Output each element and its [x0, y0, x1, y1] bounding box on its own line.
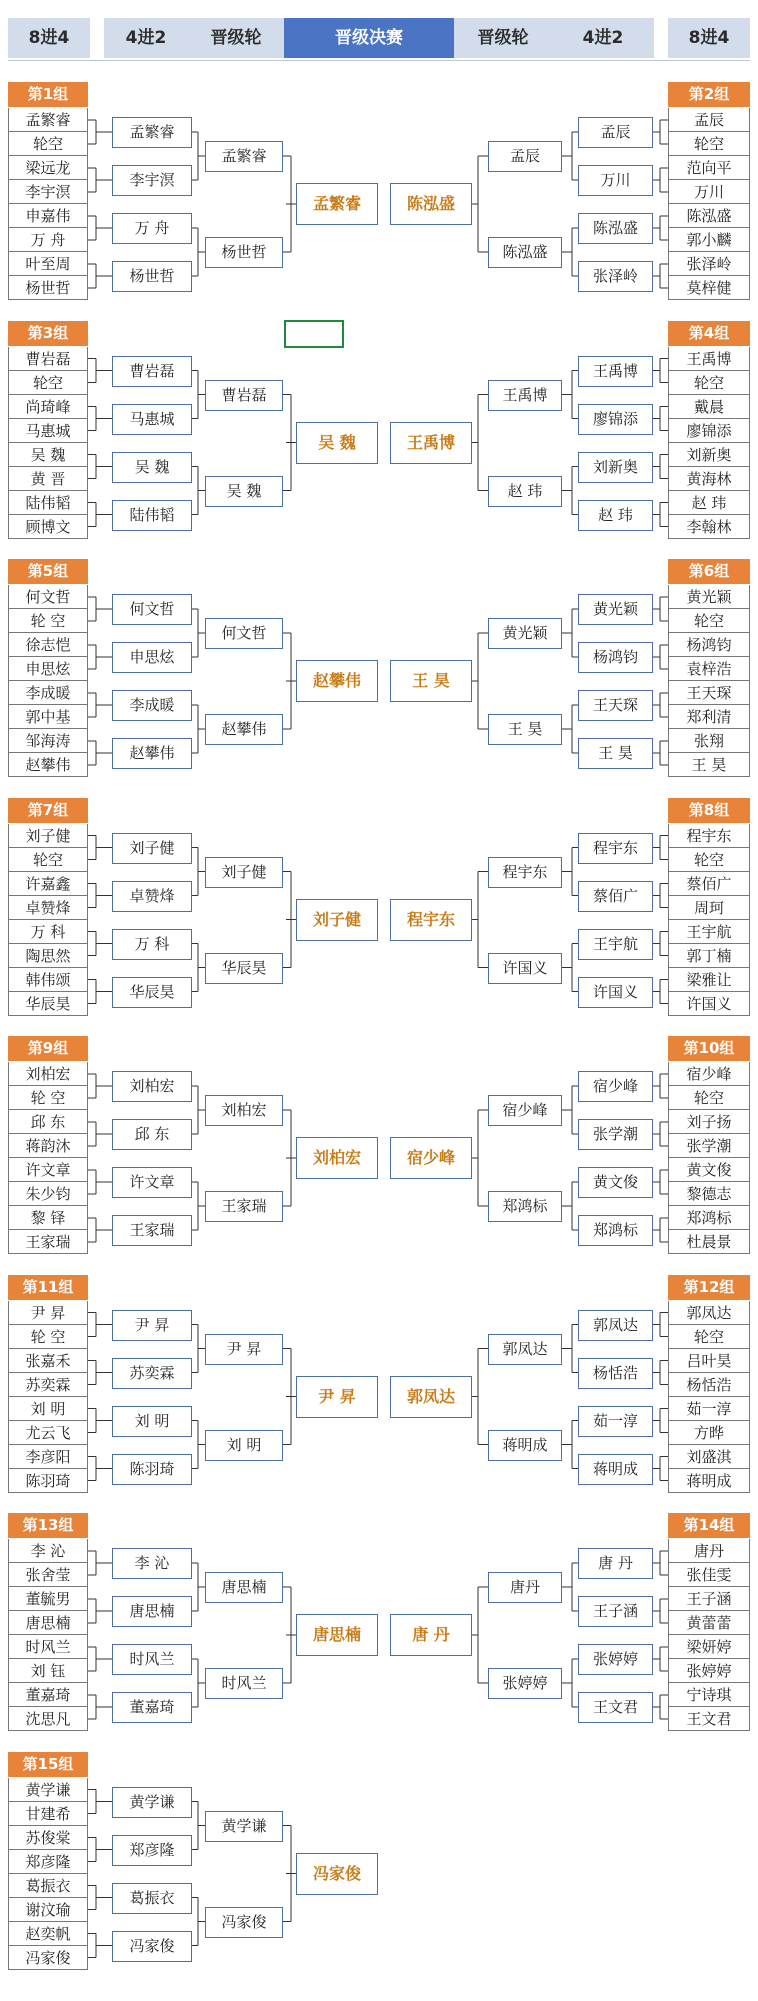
player-cell[interactable]: 黄文俊	[668, 1158, 750, 1182]
finalist-box[interactable]: 程宇东	[390, 899, 472, 941]
round2-winner[interactable]: 陈泓盛	[488, 237, 562, 268]
player-cell[interactable]: 戴晨	[668, 395, 750, 419]
player-cell[interactable]: 华辰昊	[8, 992, 88, 1016]
player-cell[interactable]: 郭小麟	[668, 228, 750, 252]
round1-winner[interactable]: 张泽岭	[578, 261, 653, 292]
round1-winner[interactable]: 黄学谦	[112, 1787, 192, 1818]
round1-winner[interactable]: 葛振衣	[112, 1883, 192, 1914]
round1-winner[interactable]: 郭凤达	[578, 1310, 653, 1341]
round1-winner[interactable]: 王 昊	[578, 738, 653, 769]
group-header: 第12组	[668, 1275, 750, 1300]
player-cell[interactable]: 曹岩磊	[8, 347, 88, 371]
round2-winner[interactable]: 杨世哲	[205, 237, 283, 268]
finalist-box[interactable]: 唐思楠	[296, 1614, 378, 1656]
group-header: 第3组	[8, 321, 88, 346]
player-cell[interactable]: 杨世哲	[8, 276, 88, 300]
player-cell[interactable]: 卓赞烽	[8, 896, 88, 920]
round1-winner[interactable]: 赵攀伟	[112, 738, 192, 769]
player-cell[interactable]: 范向平	[668, 156, 750, 180]
round1-winner[interactable]: 曹岩磊	[112, 356, 192, 387]
player-cell[interactable]: 赵 玮	[668, 491, 750, 515]
player-cell[interactable]: 孟繁睿	[8, 108, 88, 132]
player-cell[interactable]: 唐思楠	[8, 1611, 88, 1635]
group-header: 第7组	[8, 798, 88, 823]
round2-winner[interactable]: 蒋明成	[488, 1430, 562, 1461]
player-cell[interactable]: 万 舟	[8, 228, 88, 252]
player-cell[interactable]: 张佳雯	[668, 1563, 750, 1587]
player-cell[interactable]: 刘柏宏	[8, 1062, 88, 1086]
player-cell[interactable]: 黄蕾蕾	[668, 1611, 750, 1635]
round2-winner[interactable]: 华辰昊	[205, 953, 283, 984]
header-final: 晋级决赛	[284, 18, 454, 58]
player-cell[interactable]: 尹 昇	[8, 1301, 88, 1325]
round2-winner[interactable]: 何文哲	[205, 618, 283, 649]
player-cell[interactable]: 郭凤达	[668, 1301, 750, 1325]
round1-winner[interactable]: 苏奕霖	[112, 1358, 192, 1389]
player-cell[interactable]: 葛振衣	[8, 1874, 88, 1898]
player-cell[interactable]: 蒋明成	[668, 1469, 750, 1493]
player-cell[interactable]: 刘新奥	[668, 443, 750, 467]
round1-winner[interactable]: 何文哲	[112, 594, 192, 625]
group-header: 第13组	[8, 1513, 88, 1538]
finalist-box[interactable]: 吴 魏	[296, 422, 378, 464]
player-cell[interactable]: 黄学谦	[8, 1778, 88, 1802]
header-r16-left: 8进4	[8, 18, 90, 58]
round2-winner[interactable]: 刘柏宏	[205, 1095, 283, 1126]
player-cell[interactable]: 冯家俊	[8, 1946, 88, 1970]
round1-winner[interactable]: 程宇东	[578, 833, 653, 864]
player-cell[interactable]: 茹一淳	[668, 1397, 750, 1421]
group-header: 第4组	[668, 321, 750, 346]
round2-winner[interactable]: 赵 玮	[488, 476, 562, 507]
round1-winner[interactable]: 李 沁	[112, 1548, 192, 1579]
player-cell[interactable]: 刘 钰	[8, 1659, 88, 1683]
round2-winner[interactable]: 时风兰	[205, 1668, 283, 1699]
round2-winner[interactable]: 黄学谦	[205, 1811, 283, 1842]
player-cell[interactable]: 宿少峰	[668, 1062, 750, 1086]
player-cell[interactable]: 何文哲	[8, 585, 88, 609]
player-cell[interactable]: 轮空	[668, 609, 750, 633]
player-cell[interactable]: 刘盛淇	[668, 1445, 750, 1469]
player-cell[interactable]: 黎 铎	[8, 1206, 88, 1230]
round2-winner[interactable]: 王 昊	[488, 714, 562, 745]
player-cell[interactable]: 时风兰	[8, 1635, 88, 1659]
finalist-box[interactable]: 冯家俊	[296, 1853, 378, 1895]
round2-winner[interactable]: 刘 明	[205, 1430, 283, 1461]
header-promo-left: 晋级轮	[188, 18, 284, 58]
round2-winner[interactable]: 刘子健	[205, 857, 283, 888]
group-header: 第8组	[668, 798, 750, 823]
round1-winner[interactable]: 陈泓盛	[578, 213, 653, 244]
player-cell[interactable]: 梁雅让	[668, 968, 750, 992]
round1-winner[interactable]: 陆伟韬	[112, 500, 192, 531]
header-divider	[8, 60, 750, 61]
player-cell[interactable]: 王禹博	[668, 347, 750, 371]
player-cell[interactable]: 梁妍婷	[668, 1635, 750, 1659]
round2-winner[interactable]: 张婷婷	[488, 1668, 562, 1699]
round1-winner[interactable]: 王文君	[578, 1692, 653, 1723]
player-cell[interactable]: 唐丹	[668, 1539, 750, 1563]
player-cell[interactable]: 郑利清	[668, 705, 750, 729]
round1-winner[interactable]: 董嘉琦	[112, 1692, 192, 1723]
player-cell[interactable]: 许国义	[668, 992, 750, 1016]
player-cell[interactable]: 陶思然	[8, 944, 88, 968]
header-qf-right: 4进2	[552, 18, 654, 58]
player-cell[interactable]: 李彦阳	[8, 1445, 88, 1469]
player-cell[interactable]: 邱 东	[8, 1110, 88, 1134]
player-cell[interactable]: 赵奕帆	[8, 1922, 88, 1946]
round1-winner[interactable]: 黄光颖	[578, 594, 653, 625]
player-cell[interactable]: 陈泓盛	[668, 204, 750, 228]
round1-winner[interactable]: 王宇航	[578, 929, 653, 960]
round1-winner[interactable]: 冯家俊	[112, 1931, 192, 1962]
round2-winner[interactable]: 吴 魏	[205, 476, 283, 507]
player-cell[interactable]: 尚琦峰	[8, 395, 88, 419]
player-cell[interactable]: 赵攀伟	[8, 753, 88, 777]
round1-winner[interactable]: 杨鸿钧	[578, 642, 653, 673]
round2-winner[interactable]: 宿少峰	[488, 1095, 562, 1126]
round2-winner[interactable]: 程宇东	[488, 857, 562, 888]
player-cell[interactable]: 张学潮	[668, 1134, 750, 1158]
player-cell[interactable]: 轮空	[668, 1086, 750, 1110]
player-cell[interactable]: 王 昊	[668, 753, 750, 777]
player-cell[interactable]: 沈思凡	[8, 1707, 88, 1731]
player-cell[interactable]: 张嘉禾	[8, 1349, 88, 1373]
round2-winner[interactable]: 孟繁睿	[205, 141, 283, 172]
round1-winner[interactable]: 王禹博	[578, 356, 653, 387]
round1-winner[interactable]: 刘 明	[112, 1406, 192, 1437]
player-cell[interactable]: 董毓男	[8, 1587, 88, 1611]
player-cell[interactable]: 申嘉伟	[8, 204, 88, 228]
player-cell[interactable]: 许嘉鑫	[8, 872, 88, 896]
round1-winner[interactable]: 蒋明成	[578, 1454, 653, 1485]
group-header: 第11组	[8, 1275, 88, 1300]
player-cell[interactable]: 蒋韵沐	[8, 1134, 88, 1158]
player-cell[interactable]: 万川	[668, 180, 750, 204]
player-cell[interactable]: 黄 晋	[8, 467, 88, 491]
player-cell[interactable]: 廖锦添	[668, 419, 750, 443]
round1-winner[interactable]: 刘子健	[112, 833, 192, 864]
finalist-box[interactable]: 唐 丹	[390, 1614, 472, 1656]
round1-winner[interactable]: 赵 玮	[578, 500, 653, 531]
player-cell[interactable]: 张舍莹	[8, 1563, 88, 1587]
round1-winner[interactable]: 卓赞烽	[112, 881, 192, 912]
round1-winner[interactable]: 时风兰	[112, 1644, 192, 1675]
round1-winner[interactable]: 杨世哲	[112, 261, 192, 292]
player-cell[interactable]: 宁诗琪	[668, 1683, 750, 1707]
round1-winner[interactable]: 华辰昊	[112, 977, 192, 1008]
player-cell[interactable]: 马惠城	[8, 419, 88, 443]
player-cell[interactable]: 郑彦隆	[8, 1850, 88, 1874]
round1-winner[interactable]: 许文章	[112, 1167, 192, 1198]
player-cell[interactable]: 杜晨景	[668, 1230, 750, 1254]
finalist-box[interactable]: 王禹博	[390, 422, 472, 464]
finalist-box[interactable]: 刘柏宏	[296, 1137, 378, 1179]
player-cell[interactable]: 袁梓浩	[668, 657, 750, 681]
player-cell[interactable]: 尤云飞	[8, 1421, 88, 1445]
group-header: 第9组	[8, 1036, 88, 1061]
player-cell[interactable]: 黄光颖	[668, 585, 750, 609]
player-cell[interactable]: 李宇溟	[8, 180, 88, 204]
player-cell[interactable]: 王文君	[668, 1707, 750, 1731]
round1-winner[interactable]: 李宇溟	[112, 165, 192, 196]
round2-winner[interactable]: 唐丹	[488, 1572, 562, 1603]
player-cell[interactable]: 韩伟颂	[8, 968, 88, 992]
group-header: 第15组	[8, 1752, 88, 1777]
player-cell[interactable]: 王家瑞	[8, 1230, 88, 1254]
round2-winner[interactable]: 王禹博	[488, 380, 562, 411]
player-cell[interactable]: 陈羽琦	[8, 1469, 88, 1493]
player-cell[interactable]: 吴 魏	[8, 443, 88, 467]
round2-winner[interactable]: 尹 昇	[205, 1334, 283, 1365]
finalist-box[interactable]: 郭凤达	[390, 1376, 472, 1418]
round1-winner[interactable]: 王家瑞	[112, 1215, 192, 1246]
player-cell[interactable]: 朱少钧	[8, 1182, 88, 1206]
round2-winner[interactable]: 王家瑞	[205, 1191, 283, 1222]
player-cell[interactable]: 张翔	[668, 729, 750, 753]
player-cell[interactable]: 刘子扬	[668, 1110, 750, 1134]
player-cell[interactable]: 黎德志	[668, 1182, 750, 1206]
round1-winner[interactable]: 廖锦添	[578, 404, 653, 435]
round1-winner[interactable]: 孟辰	[578, 117, 653, 148]
round1-winner[interactable]: 万 科	[112, 929, 192, 960]
player-cell[interactable]: 程宇东	[668, 824, 750, 848]
player-cell[interactable]: 黄海林	[668, 467, 750, 491]
round2-winner[interactable]: 赵攀伟	[205, 714, 283, 745]
player-cell[interactable]: 轮空	[8, 371, 88, 395]
header-r16-right: 8进4	[668, 18, 750, 58]
round2-winner[interactable]: 郑鸿标	[488, 1191, 562, 1222]
player-cell[interactable]: 郭中基	[8, 705, 88, 729]
round1-winner[interactable]: 宿少峰	[578, 1071, 653, 1102]
group-header: 第6组	[668, 559, 750, 584]
selected-cell[interactable]	[284, 320, 344, 348]
round1-winner[interactable]: 郑鸿标	[578, 1215, 653, 1246]
group-header: 第5组	[8, 559, 88, 584]
player-cell[interactable]: 周珂	[668, 896, 750, 920]
round1-winner[interactable]: 马惠城	[112, 404, 192, 435]
round1-winner[interactable]: 唐思楠	[112, 1596, 192, 1627]
round1-winner[interactable]: 邱 东	[112, 1119, 192, 1150]
round1-winner[interactable]: 尹 昇	[112, 1310, 192, 1341]
player-cell[interactable]: 轮空	[668, 1325, 750, 1349]
player-cell[interactable]: 梁远龙	[8, 156, 88, 180]
group-header: 第2组	[668, 82, 750, 107]
header-qf-left: 4进2	[104, 18, 188, 58]
player-cell[interactable]: 轮空	[668, 848, 750, 872]
player-cell[interactable]: 轮空	[8, 132, 88, 156]
round1-winner[interactable]: 申思炫	[112, 642, 192, 673]
round1-winner[interactable]: 张婷婷	[578, 1644, 653, 1675]
round1-winner[interactable]: 刘柏宏	[112, 1071, 192, 1102]
player-cell[interactable]: 郑鸿标	[668, 1206, 750, 1230]
player-cell[interactable]: 张婷婷	[668, 1659, 750, 1683]
player-cell[interactable]: 方晔	[668, 1421, 750, 1445]
player-cell[interactable]: 苏奕霖	[8, 1373, 88, 1397]
header-promo-right: 晋级轮	[454, 18, 552, 58]
round1-winner[interactable]: 黄文俊	[578, 1167, 653, 1198]
finalist-box[interactable]: 孟繁睿	[296, 183, 378, 225]
round1-winner[interactable]: 唐 丹	[578, 1548, 653, 1579]
round2-winner[interactable]: 唐思楠	[205, 1572, 283, 1603]
group-header: 第10组	[668, 1036, 750, 1061]
finalist-box[interactable]: 赵攀伟	[296, 660, 378, 702]
finalist-box[interactable]: 陈泓盛	[390, 183, 472, 225]
round1-winner[interactable]: 许国义	[578, 977, 653, 1008]
round2-winner[interactable]: 曹岩磊	[205, 380, 283, 411]
player-cell[interactable]: 李 沁	[8, 1539, 88, 1563]
player-cell[interactable]: 轮空	[8, 848, 88, 872]
round2-winner[interactable]: 冯家俊	[205, 1907, 283, 1938]
round1-winner[interactable]: 王子涵	[578, 1596, 653, 1627]
player-cell[interactable]: 杨鸿钧	[668, 633, 750, 657]
round1-winner[interactable]: 蔡佰广	[578, 881, 653, 912]
player-cell[interactable]: 王天琛	[668, 681, 750, 705]
finalist-box[interactable]: 刘子健	[296, 899, 378, 941]
round1-winner[interactable]: 刘新奥	[578, 452, 653, 483]
player-cell[interactable]: 王子涵	[668, 1587, 750, 1611]
player-cell[interactable]: 轮 空	[8, 1325, 88, 1349]
player-cell[interactable]: 邹海涛	[8, 729, 88, 753]
player-cell[interactable]: 许文章	[8, 1158, 88, 1182]
player-cell[interactable]: 莫梓健	[668, 276, 750, 300]
player-cell[interactable]: 叶至周	[8, 252, 88, 276]
player-cell[interactable]: 顾博文	[8, 515, 88, 539]
player-cell[interactable]: 轮 空	[8, 1086, 88, 1110]
round1-winner[interactable]: 李成暖	[112, 690, 192, 721]
group-header: 第1组	[8, 82, 88, 107]
player-cell[interactable]: 董嘉琦	[8, 1683, 88, 1707]
player-cell[interactable]: 苏俊棠	[8, 1826, 88, 1850]
round2-winner[interactable]: 许国义	[488, 953, 562, 984]
player-cell[interactable]: 郭丁楠	[668, 944, 750, 968]
player-cell[interactable]: 孟辰	[668, 108, 750, 132]
player-cell[interactable]: 刘 明	[8, 1397, 88, 1421]
round1-winner[interactable]: 陈羽琦	[112, 1454, 192, 1485]
player-cell[interactable]: 陆伟韬	[8, 491, 88, 515]
group-header: 第14组	[668, 1513, 750, 1538]
player-cell[interactable]: 张泽岭	[668, 252, 750, 276]
player-cell[interactable]: 刘子健	[8, 824, 88, 848]
player-cell[interactable]: 万 科	[8, 920, 88, 944]
round1-winner[interactable]: 吴 魏	[112, 452, 192, 483]
round1-winner[interactable]: 万 舟	[112, 213, 192, 244]
round1-winner[interactable]: 杨恬浩	[578, 1358, 653, 1389]
round1-winner[interactable]: 张学潮	[578, 1119, 653, 1150]
player-cell[interactable]: 徐志恺	[8, 633, 88, 657]
player-cell[interactable]: 甘建希	[8, 1802, 88, 1826]
round1-winner[interactable]: 王天琛	[578, 690, 653, 721]
player-cell[interactable]: 李成暖	[8, 681, 88, 705]
player-cell[interactable]: 申思炫	[8, 657, 88, 681]
round1-winner[interactable]: 郑彦隆	[112, 1835, 192, 1866]
finalist-box[interactable]: 王 昊	[390, 660, 472, 702]
player-cell[interactable]: 蔡佰广	[668, 872, 750, 896]
round2-winner[interactable]: 郭凤达	[488, 1334, 562, 1365]
player-cell[interactable]: 李翰林	[668, 515, 750, 539]
finalist-box[interactable]: 尹 昇	[296, 1376, 378, 1418]
player-cell[interactable]: 王宇航	[668, 920, 750, 944]
round1-winner[interactable]: 茹一淳	[578, 1406, 653, 1437]
round1-winner[interactable]: 万川	[578, 165, 653, 196]
player-cell[interactable]: 轮空	[668, 371, 750, 395]
round1-winner[interactable]: 孟繁睿	[112, 117, 192, 148]
player-cell[interactable]: 轮 空	[8, 609, 88, 633]
player-cell[interactable]: 轮空	[668, 132, 750, 156]
round2-winner[interactable]: 黄光颖	[488, 618, 562, 649]
finalist-box[interactable]: 宿少峰	[390, 1137, 472, 1179]
player-cell[interactable]: 吕叶昊	[668, 1349, 750, 1373]
player-cell[interactable]: 杨恬浩	[668, 1373, 750, 1397]
round2-winner[interactable]: 孟辰	[488, 141, 562, 172]
player-cell[interactable]: 谢汶瑜	[8, 1898, 88, 1922]
